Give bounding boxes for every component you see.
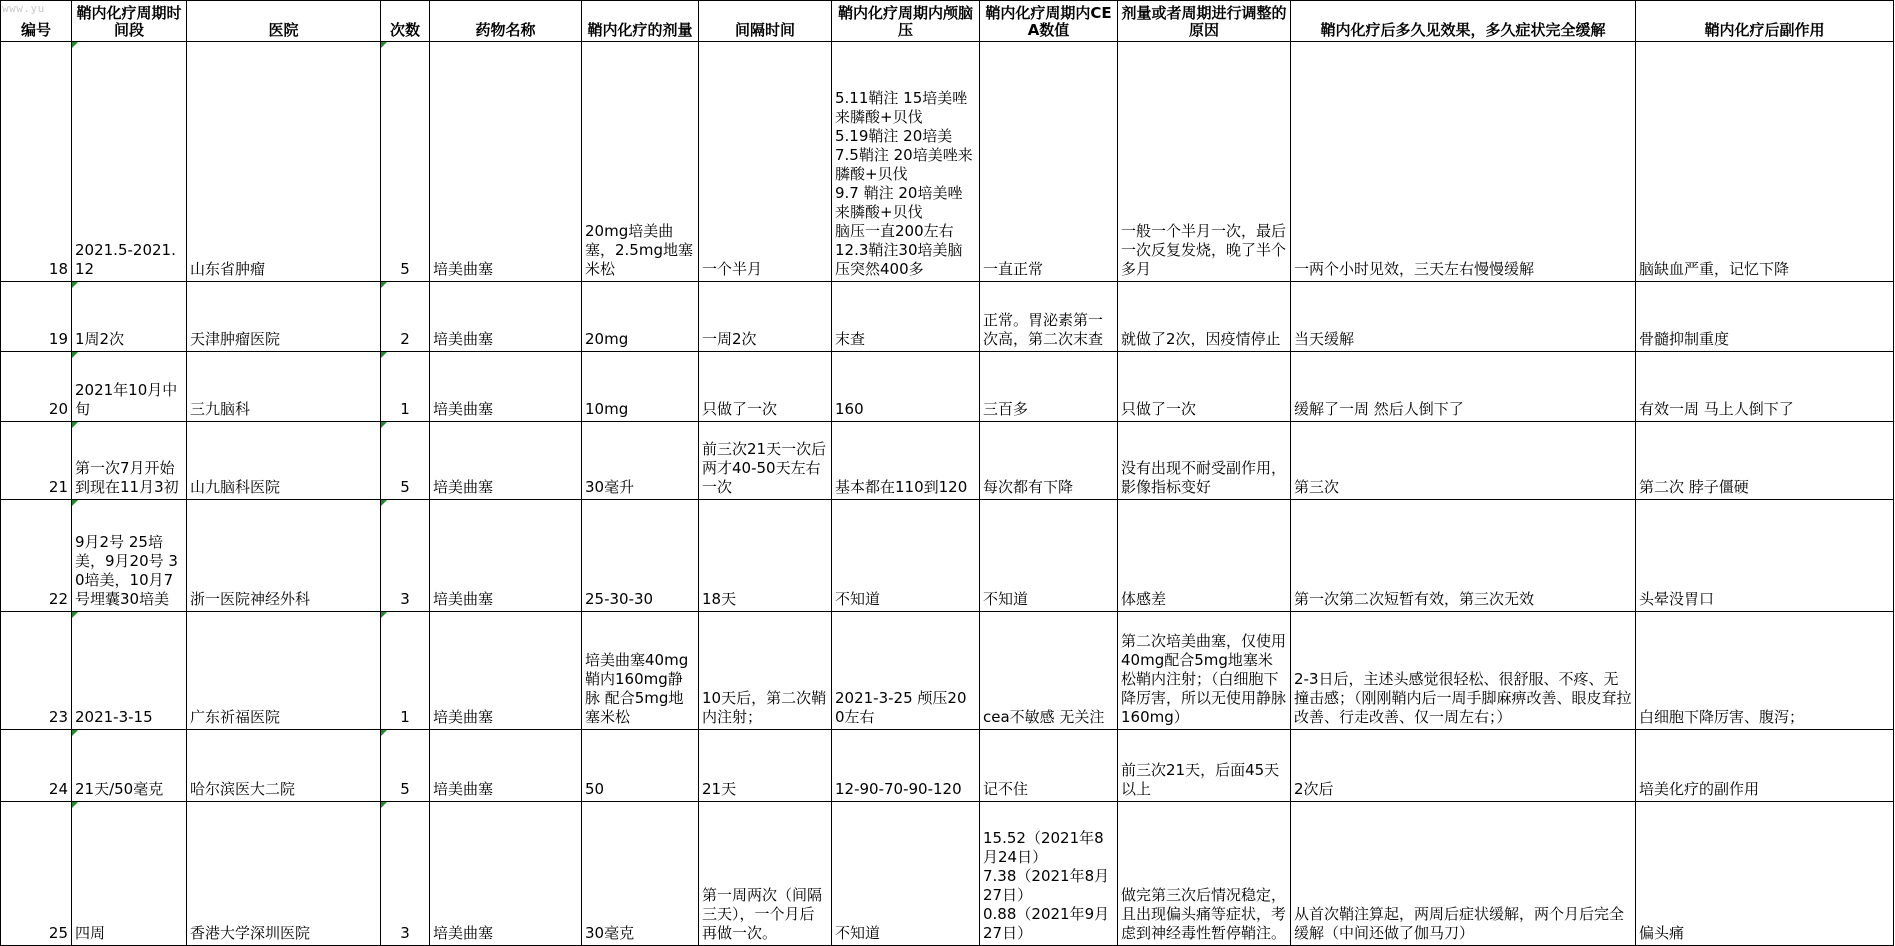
cell-side-effect[interactable]: 有效一周 马上人倒下了 — [1636, 352, 1894, 422]
cell-side-effect[interactable]: 头晕没胃口 — [1636, 500, 1894, 612]
cell-reason[interactable]: 体感差 — [1118, 500, 1291, 612]
cell-drug[interactable]: 培美曲塞 — [430, 352, 582, 422]
cell-cea[interactable]: 记不住 — [980, 730, 1118, 802]
cell-period[interactable]: 21天/50毫克 — [72, 730, 187, 802]
cell-id[interactable]: 21 — [1, 422, 72, 500]
header-cell-interval[interactable]: 间隔时间 — [699, 1, 832, 42]
cell-hospital[interactable]: 浙一医院神经外科 — [187, 500, 381, 612]
cell-pressure[interactable]: 末查 — [832, 282, 980, 352]
cell-hospital[interactable]: 哈尔滨医大二院 — [187, 730, 381, 802]
cell-reason[interactable]: 没有出现不耐受副作用，影像指标变好 — [1118, 422, 1291, 500]
cell-pressure[interactable]: 160 — [832, 352, 980, 422]
cell-cea[interactable]: 三百多 — [980, 352, 1118, 422]
cell-count[interactable]: 5 — [381, 730, 430, 802]
header-cell-reason[interactable]: 剂量或者周期进行调整的原因 — [1118, 1, 1291, 42]
cell-effect[interactable]: 从首次鞘注算起，两周后症状缓解，两个月后完全缓解（中间还做了伽马刀） — [1291, 802, 1636, 946]
cell-pressure[interactable]: 12-90-70-90-120 — [832, 730, 980, 802]
cell-side-effect[interactable]: 骨髓抑制重度 — [1636, 282, 1894, 352]
cell-id[interactable]: 25 — [1, 802, 72, 946]
cell-cea[interactable]: 不知道 — [980, 500, 1118, 612]
cell-id[interactable]: 18 — [1, 42, 72, 282]
header-cell-id[interactable]: 编号 — [1, 1, 72, 42]
cell-effect[interactable]: 2-3日后，主述头感觉很轻松、很舒服、不疼、无撞击感；（刚刚鞘内后一周手脚麻痹改善、眼皮耷拉改善、行走改善、仅一周左右；） — [1291, 612, 1636, 730]
header-cell-pressure[interactable]: 鞘内化疗周期内颅脑压 — [832, 1, 980, 42]
cell-effect[interactable]: 当天缓解 — [1291, 282, 1636, 352]
watermark: www.yu — [2, 2, 45, 15]
cell-period[interactable]: 四周 — [72, 802, 187, 946]
header-cell-count[interactable]: 次数 — [381, 1, 430, 42]
header-cell-period[interactable]: 鞘内化疗周期时间段 — [72, 1, 187, 42]
cell-effect[interactable]: 2次后 — [1291, 730, 1636, 802]
cell-id[interactable]: 20 — [1, 352, 72, 422]
cell-drug[interactable]: 培美曲塞 — [430, 282, 582, 352]
table-row — [1, 730, 1894, 802]
cell-reason[interactable]: 就做了2次，因疫情停止 — [1118, 282, 1291, 352]
cell-effect[interactable]: 缓解了一周 然后人倒下了 — [1291, 352, 1636, 422]
cell-id[interactable]: 23 — [1, 612, 72, 730]
cell-drug[interactable]: 培美曲塞 — [430, 500, 582, 612]
cell-reason[interactable]: 第二次培美曲塞，仅使用40mg配合5mg地塞米松鞘内注射；（白细胞下降厉害，所以无使用静脉160mg） — [1118, 612, 1291, 730]
header-cell-dose[interactable]: 鞘内化疗的剂量 — [582, 1, 699, 42]
cell-period[interactable]: 2021年10月中旬 — [72, 352, 187, 422]
cell-cea[interactable]: 一直正常 — [980, 42, 1118, 282]
cell-interval[interactable]: 21天 — [699, 730, 832, 802]
table-row — [1, 352, 1894, 422]
cell-interval[interactable]: 18天 — [699, 500, 832, 612]
cell-interval[interactable]: 一个半月 — [699, 42, 832, 282]
cell-id[interactable]: 22 — [1, 500, 72, 612]
table-body — [1, 42, 1894, 946]
cell-count[interactable]: 2 — [381, 282, 430, 352]
cell-hospital[interactable]: 山九脑科医院 — [187, 422, 381, 500]
cell-cea[interactable]: 每次都有下降 — [980, 422, 1118, 500]
cell-hospital[interactable]: 广东祈福医院 — [187, 612, 381, 730]
cell-interval[interactable]: 10天后，第二次鞘内注射； — [699, 612, 832, 730]
cell-interval[interactable]: 第一周两次（间隔三天），一个月后再做一次。 — [699, 802, 832, 946]
cell-count[interactable]: 5 — [381, 42, 430, 282]
cell-period[interactable]: 第一次7月开始到现在11月3初 — [72, 422, 187, 500]
table-row — [1, 422, 1894, 500]
cell-dose[interactable]: 10mg — [582, 352, 699, 422]
header-cell-drug[interactable]: 药物名称 — [430, 1, 582, 42]
cell-hospital[interactable]: 三九脑科 — [187, 352, 381, 422]
cell-count[interactable]: 1 — [381, 612, 430, 730]
header-cell-side-effect[interactable]: 鞘内化疗后副作用 — [1636, 1, 1894, 42]
cell-reason[interactable]: 做完第三次后情况稳定，且出现偏头痛等症状，考虑到神经毒性暂停鞘注。 — [1118, 802, 1291, 946]
cell-effect[interactable]: 第三次 — [1291, 422, 1636, 500]
cell-side-effect[interactable]: 白细胞下降厉害、腹泻； — [1636, 612, 1894, 730]
cell-drug[interactable]: 培美曲塞 — [430, 730, 582, 802]
table-row — [1, 802, 1894, 946]
cell-pressure[interactable]: 2021-3-25 颅压200左右 — [832, 612, 980, 730]
cell-hospital[interactable]: 香港大学深圳医院 — [187, 802, 381, 946]
header-row — [1, 1, 1894, 42]
header-cell-cea[interactable]: 鞘内化疗周期内CEA数值 — [980, 1, 1118, 42]
cell-period[interactable]: 2021.5-2021.12 — [72, 42, 187, 282]
cell-dose[interactable]: 培美曲塞40mg 鞘内160mg静脉 配合5mg地塞米松 — [582, 612, 699, 730]
cell-dose[interactable]: 30毫克 — [582, 802, 699, 946]
cell-interval[interactable]: 一周2次 — [699, 282, 832, 352]
cell-pressure[interactable]: 不知道 — [832, 802, 980, 946]
cell-cea[interactable]: 15.52（2021年8月24日） 7.38（2021年8月27日） 0.88（2021年9月27日） — [980, 802, 1118, 946]
cell-period[interactable]: 1周2次 — [72, 282, 187, 352]
cell-drug[interactable]: 培美曲塞 — [430, 422, 582, 500]
cell-drug[interactable]: 培美曲塞 — [430, 612, 582, 730]
table-row — [1, 500, 1894, 612]
table-row — [1, 42, 1894, 282]
cell-drug[interactable]: 培美曲塞 — [430, 802, 582, 946]
cell-dose[interactable]: 25-30-30 — [582, 500, 699, 612]
cell-hospital[interactable]: 山东省肿瘤 — [187, 42, 381, 282]
cell-count[interactable]: 3 — [381, 500, 430, 612]
cell-id[interactable]: 19 — [1, 282, 72, 352]
table-row — [1, 612, 1894, 730]
cell-side-effect[interactable]: 第二次 脖子僵硬 — [1636, 422, 1894, 500]
header-cell-effect[interactable]: 鞘内化疗后多久见效果，多久症状完全缓解 — [1291, 1, 1636, 42]
cell-dose[interactable]: 20mg — [582, 282, 699, 352]
cell-side-effect[interactable]: 偏头痛 — [1636, 802, 1894, 946]
cell-hospital[interactable]: 天津肿瘤医院 — [187, 282, 381, 352]
cell-pressure[interactable]: 基本都在110到120 — [832, 422, 980, 500]
cell-reason[interactable]: 一般一个半月一次，最后一次反复发烧，晚了半个多月 — [1118, 42, 1291, 282]
cell-reason[interactable]: 只做了一次 — [1118, 352, 1291, 422]
cell-reason[interactable]: 前三次21天，后面45天以上 — [1118, 730, 1291, 802]
cell-side-effect[interactable]: 培美化疗的副作用 — [1636, 730, 1894, 802]
cell-interval[interactable]: 只做了一次 — [699, 352, 832, 422]
cell-count[interactable]: 1 — [381, 352, 430, 422]
cell-cea[interactable]: 正常。胃泌素第一次高，第二次末查 — [980, 282, 1118, 352]
cell-interval[interactable]: 前三次21天一次后两才40-50天左右一次 — [699, 422, 832, 500]
cell-dose[interactable]: 30毫升 — [582, 422, 699, 500]
cell-period[interactable]: 2021-3-15 — [72, 612, 187, 730]
cell-count[interactable]: 3 — [381, 802, 430, 946]
cell-pressure[interactable]: 不知道 — [832, 500, 980, 612]
cell-dose[interactable]: 20mg培美曲塞，2.5mg地塞米松 — [582, 42, 699, 282]
cell-side-effect[interactable]: 脑缺血严重，记忆下降 — [1636, 42, 1894, 282]
cell-dose[interactable]: 50 — [582, 730, 699, 802]
cell-cea[interactable]: cea不敏感 无关注 — [980, 612, 1118, 730]
cell-id[interactable]: 24 — [1, 730, 72, 802]
cell-count[interactable]: 5 — [381, 422, 430, 500]
cell-effect[interactable]: 一两个小时见效，三天左右慢慢缓解 — [1291, 42, 1636, 282]
header-cell-hospital[interactable]: 医院 — [187, 1, 381, 42]
cell-effect[interactable]: 第一次第二次短暂有效，第三次无效 — [1291, 500, 1636, 612]
cell-period[interactable]: 9月2号 25培美，9月20号 30培美，10月7号埋囊30培美 — [72, 500, 187, 612]
cell-drug[interactable]: 培美曲塞 — [430, 42, 582, 282]
table-row — [1, 282, 1894, 352]
cell-pressure[interactable]: 5.11鞘注 15培美唑来膦酸+贝伐 5.19鞘注 20培美 7.5鞘注 20培美唑来膦酸+贝伐 9.7 鞘注 20培美唑来膦酸+贝伐 脑压一直200左右 12.3鞘注30培美脑压突然400多 — [832, 42, 980, 282]
